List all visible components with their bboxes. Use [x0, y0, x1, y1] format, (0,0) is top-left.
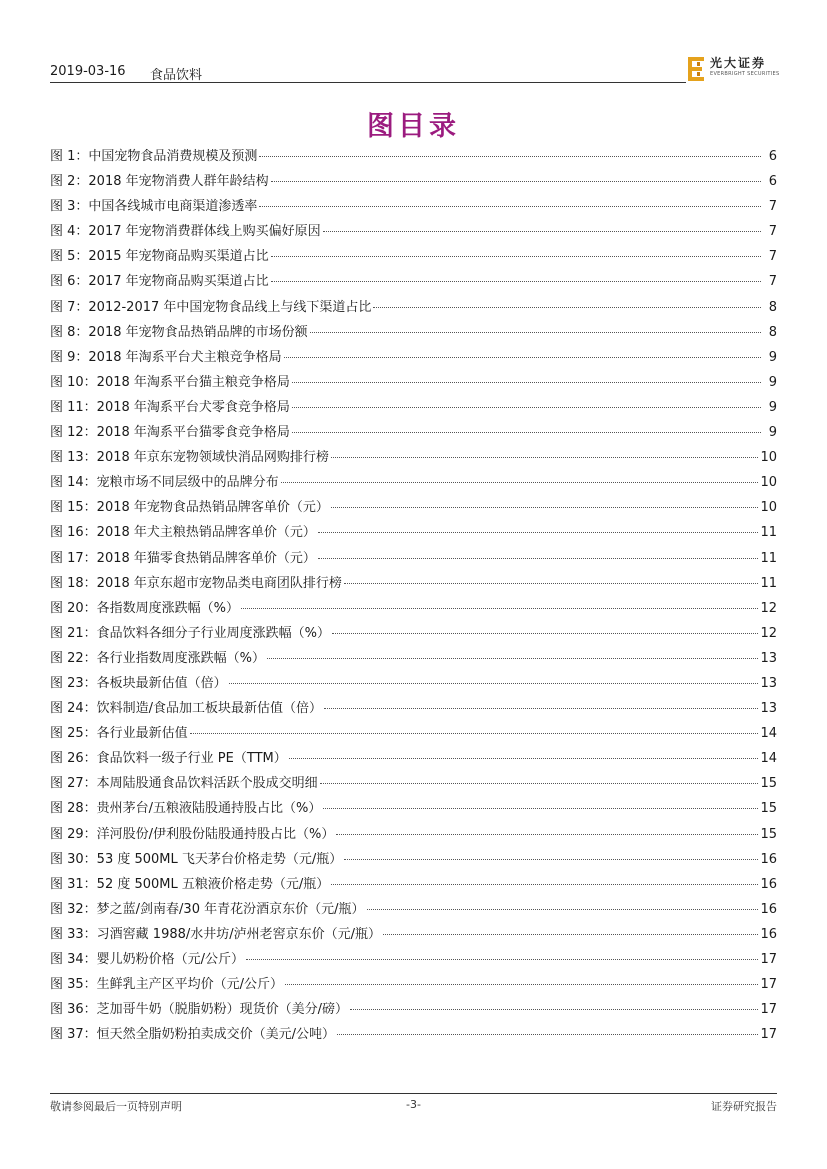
toc-entry[interactable] — [50, 572, 777, 597]
toc-entry-title[interactable]: 图 15：2018 年宠物食品热销品牌客单价（元） — [50, 500, 329, 516]
toc-entry-title[interactable]: 图 34：婴儿奶粉价格（元/公斤） — [50, 952, 245, 967]
toc-entry-page[interactable]: 9 — [768, 399, 777, 415]
dot-leader — [310, 332, 761, 333]
toc-entry[interactable] — [50, 321, 777, 346]
toc-entry[interactable] — [50, 270, 777, 295]
dot-leader — [344, 859, 758, 860]
toc-entry-page[interactable]: 15 — [760, 801, 777, 817]
toc-entry-title[interactable]: 图 3：中国各线城市电商渠道渗透率 — [50, 199, 258, 215]
toc-entry[interactable] — [50, 973, 777, 998]
logo-subtext: EVERBRIGHT SECURITIES — [710, 71, 780, 77]
toc-entry-title[interactable]: 图 8：2018 年宠物食品热销品牌的市场份额 — [50, 324, 308, 340]
toc-entry[interactable] — [50, 1023, 777, 1048]
toc-entry-title[interactable]: 图 13：2018 年京东宠物领域快消品网购排行榜 — [50, 450, 329, 466]
toc-entry-page[interactable]: 11 — [760, 525, 777, 541]
dot-leader — [190, 733, 759, 734]
toc-entry-title[interactable]: 图 9：2018 年淘系平台犬主粮竞争格局 — [50, 349, 282, 365]
dot-leader — [318, 532, 759, 533]
dot-leader — [246, 959, 758, 960]
dot-leader — [318, 558, 759, 559]
toc-entry-title[interactable]: 图 11：2018 年淘系平台犬零食竞争格局 — [50, 399, 290, 415]
toc-entry-title[interactable]: 图 24：饮料制造/食品加工板块最新估值（倍） — [50, 701, 323, 717]
dot-leader — [373, 307, 761, 308]
toc-entry-title[interactable]: 图 33：习酒窖藏 1988/水井坊/泸州老窖京东价（元/瓶） — [50, 926, 382, 942]
toc-entry-title[interactable]: 图 4：2017 年宠物消费群体线上购买偏好原因 — [50, 224, 321, 240]
toc-entry-title[interactable]: 图 36：芝加哥牛奶（脱脂奶粉）现货价（美分/磅） — [50, 1002, 349, 1018]
toc-entry-page[interactable]: 16 — [760, 876, 777, 892]
toc-entry[interactable] — [50, 145, 777, 170]
dot-leader — [259, 156, 761, 157]
header-divider — [50, 82, 686, 83]
toc-entry[interactable] — [50, 647, 777, 672]
toc-entry-title[interactable]: 图 22：各行业指数周度涨跌幅（%） — [50, 650, 266, 666]
toc-entry-page[interactable]: 14 — [760, 751, 777, 767]
dot-leader — [323, 808, 758, 809]
toc-entry[interactable] — [50, 396, 777, 421]
footer-divider — [50, 1093, 777, 1094]
toc-entry-page[interactable]: 16 — [760, 901, 777, 917]
toc-entry[interactable] — [50, 823, 777, 848]
toc-entry-title[interactable]: 图 5：2015 年宠物商品购买渠道占比 — [50, 249, 269, 265]
toc-entry[interactable] — [50, 195, 777, 220]
dot-leader — [292, 407, 761, 408]
toc-entry-page[interactable]: 9 — [768, 349, 777, 365]
toc-entry-title[interactable]: 图 21：食品饮料各细分子行业周度涨跌幅（%） — [50, 625, 331, 641]
figure-list — [50, 145, 777, 1048]
dot-leader — [324, 708, 758, 709]
toc-entry-title[interactable]: 图 2：2018 年宠物消费人群年龄结构 — [50, 174, 269, 190]
toc-entry-title[interactable]: 图 6：2017 年宠物商品购买渠道占比 — [50, 274, 269, 290]
dot-leader — [367, 909, 759, 910]
dot-leader — [331, 884, 758, 885]
toc-entry-title[interactable]: 图 26：食品饮料一级子行业 PE（TTM） — [50, 751, 287, 767]
toc-entry-title[interactable]: 图 30：53 度 500ML 飞天茅台价格走势（元/瓶） — [50, 851, 343, 867]
toc-entry-title[interactable]: 图 14：宠粮市场不同层级中的品牌分布 — [50, 475, 279, 491]
toc-entry[interactable] — [50, 622, 777, 647]
sector-label: 食品饮料 — [150, 68, 203, 83]
dot-leader — [336, 834, 758, 835]
toc-entry-title[interactable]: 图 29：洋河股份/伊利股份陆股通持股占比（%） — [50, 826, 335, 842]
toc-entry-page[interactable]: 13 — [760, 701, 777, 717]
toc-entry-page[interactable]: 12 — [760, 600, 777, 616]
toc-entry-page[interactable]: 16 — [760, 851, 777, 867]
report-type: 证券研究报告 — [711, 1100, 777, 1113]
dot-leader — [350, 1009, 758, 1010]
toc-entry[interactable] — [50, 948, 777, 973]
toc-entry-title[interactable]: 图 31：52 度 500ML 五粮液价格走势（元/瓶） — [50, 876, 330, 892]
dot-leader — [344, 583, 759, 584]
toc-entry-title[interactable]: 图 37：恒天然全脂奶粉拍卖成交价（美元/公吨） — [50, 1027, 336, 1043]
toc-entry-title[interactable]: 图 25：各行业最新估值 — [50, 726, 188, 742]
dot-leader — [332, 633, 758, 634]
toc-entry[interactable] — [50, 296, 777, 321]
report-date: 2019-03-16 — [50, 64, 126, 79]
toc-entry[interactable] — [50, 471, 777, 496]
toc-entry-page[interactable]: 17 — [760, 1002, 777, 1018]
logo-text: 光大证券 — [710, 56, 767, 70]
toc-entry-title[interactable]: 图 32：梦之蓝/剑南春/30 年青花汾酒京东价（元/瓶） — [50, 901, 365, 917]
toc-entry[interactable] — [50, 421, 777, 446]
toc-entry-title[interactable]: 图 12：2018 年淘系平台猫零食竞争格局 — [50, 425, 290, 441]
toc-entry-page[interactable]: 10 — [760, 500, 777, 516]
toc-entry[interactable] — [50, 848, 777, 873]
toc-entry[interactable] — [50, 245, 777, 270]
page-title: 图目录 — [367, 111, 460, 142]
toc-entry-page[interactable]: 17 — [760, 952, 777, 967]
dot-leader — [229, 683, 759, 684]
dot-leader — [331, 507, 759, 508]
toc-entry[interactable] — [50, 873, 777, 898]
toc-entry-page[interactable]: 8 — [768, 299, 777, 315]
toc-entry-page[interactable]: 10 — [760, 475, 777, 491]
toc-entry-page[interactable]: 12 — [760, 625, 777, 641]
company-logo — [686, 54, 778, 84]
toc-entry[interactable] — [50, 371, 777, 396]
dot-leader — [271, 256, 761, 257]
toc-entry-page[interactable]: 6 — [768, 174, 777, 190]
toc-entry-page[interactable]: 9 — [768, 425, 777, 441]
dot-leader — [323, 231, 761, 232]
dot-leader — [241, 608, 758, 609]
toc-entry-page[interactable]: 7 — [768, 199, 777, 215]
toc-entry-page[interactable]: 11 — [760, 550, 777, 566]
toc-entry-page[interactable]: 8 — [768, 324, 777, 340]
dot-leader — [331, 457, 759, 458]
toc-entry[interactable] — [50, 170, 777, 195]
toc-entry-page[interactable]: 7 — [768, 274, 777, 290]
toc-entry-title[interactable]: 图 1：中国宠物食品消费规模及预测 — [50, 149, 258, 164]
page-footer — [50, 1093, 777, 1117]
toc-entry[interactable] — [50, 446, 777, 471]
toc-entry[interactable] — [50, 346, 777, 371]
toc-entry-page[interactable]: 9 — [768, 374, 777, 390]
dot-leader — [337, 1034, 758, 1035]
toc-entry-page[interactable]: 15 — [760, 776, 777, 792]
toc-entry-title[interactable]: 图 35：生鲜乳主产区平均价（元/公斤） — [50, 977, 284, 993]
toc-entry-title[interactable]: 图 20：各指数周度涨跌幅（%） — [50, 600, 240, 616]
toc-entry-page[interactable]: 10 — [760, 450, 777, 466]
toc-entry[interactable] — [50, 923, 777, 948]
dot-leader — [259, 206, 761, 207]
toc-entry-page[interactable]: 13 — [760, 650, 777, 666]
toc-entry[interactable] — [50, 898, 777, 923]
toc-entry[interactable] — [50, 220, 777, 245]
toc-entry-page[interactable]: 14 — [760, 726, 777, 742]
toc-entry-title[interactable]: 图 28：贵州茅台/五粮液陆股通持股占比（%） — [50, 801, 322, 817]
toc-entry[interactable] — [50, 797, 777, 822]
toc-entry-title[interactable]: 图 23：各板块最新估值（倍） — [50, 675, 227, 691]
dot-leader — [292, 432, 761, 433]
toc-entry-title[interactable]: 图 17：2018 年猫零食热销品牌客单价（元） — [50, 550, 316, 566]
toc-entry-page[interactable]: 13 — [760, 675, 777, 691]
toc-entry[interactable] — [50, 597, 777, 622]
dot-leader — [271, 181, 761, 182]
dot-leader — [281, 482, 759, 483]
dot-leader — [320, 783, 759, 784]
toc-entry[interactable] — [50, 697, 777, 722]
toc-entry-title[interactable]: 图 16：2018 年犬主粮热销品牌客单价（元） — [50, 525, 316, 541]
toc-entry-page[interactable]: 6 — [768, 149, 777, 164]
toc-entry-page[interactable]: 15 — [760, 826, 777, 842]
toc-entry-title[interactable]: 图 27：本周陆股通食品饮料活跃个股成交明细 — [50, 776, 318, 792]
dot-leader — [383, 934, 758, 935]
toc-entry-title[interactable]: 图 10：2018 年淘系平台猫主粮竞争格局 — [50, 374, 290, 390]
toc-entry-page[interactable]: 7 — [768, 249, 777, 265]
page-number: -3- — [406, 1098, 421, 1111]
toc-entry[interactable] — [50, 672, 777, 697]
dot-leader — [267, 658, 758, 659]
toc-entry[interactable] — [50, 772, 777, 797]
toc-entry[interactable] — [50, 747, 777, 772]
dot-leader — [271, 281, 761, 282]
dot-leader — [292, 382, 761, 383]
toc-entry-title[interactable]: 图 7：2012-2017 年中国宠物食品线上与线下渠道占比 — [50, 299, 372, 315]
toc-entry[interactable] — [50, 496, 777, 521]
page-header — [50, 56, 780, 83]
toc-entry-page[interactable]: 11 — [760, 575, 777, 591]
toc-entry[interactable] — [50, 521, 777, 546]
disclaimer-note: 敬请参阅最后一页特别声明 — [50, 1100, 182, 1113]
dot-leader — [289, 758, 759, 759]
toc-entry-page[interactable]: 17 — [760, 977, 777, 993]
toc-entry[interactable] — [50, 998, 777, 1023]
dot-leader — [285, 984, 758, 985]
toc-entry-page[interactable]: 7 — [768, 224, 777, 240]
dot-leader — [284, 357, 761, 358]
toc-entry[interactable] — [50, 547, 777, 572]
toc-entry-page[interactable]: 16 — [760, 926, 777, 942]
toc-entry-title[interactable]: 图 18：2018 年京东超市宠物品类电商团队排行榜 — [50, 575, 342, 591]
toc-entry-page[interactable]: 17 — [760, 1027, 777, 1043]
toc-entry[interactable] — [50, 722, 777, 747]
everbright-logo-icon — [686, 54, 708, 84]
